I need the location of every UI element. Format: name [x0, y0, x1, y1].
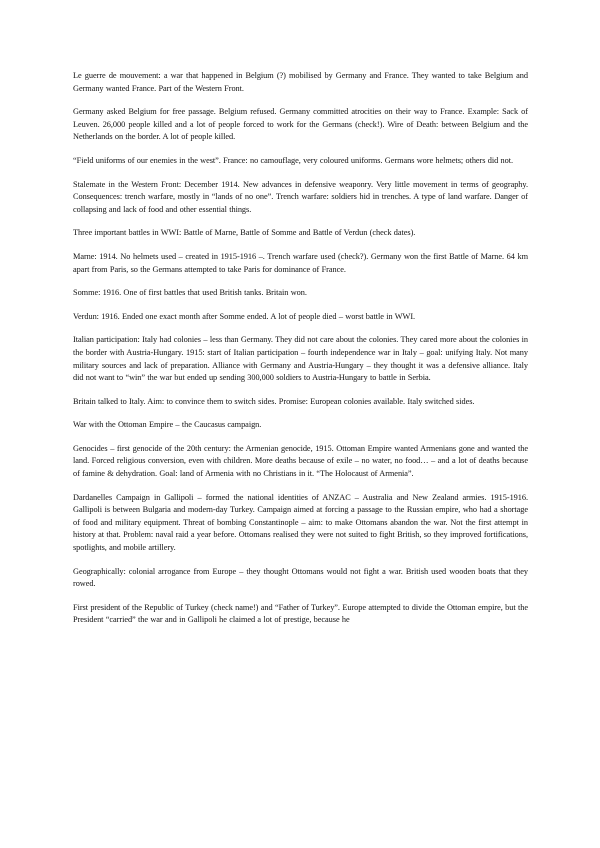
- paragraph-italian-participation: Italian participation: Italy had colonies – less than Germany. They did not care about the colonies. They cared more about the colonies in the border with Austria-Hungary. 1915: start of Italian participation – fourth independence war in Italy – goal: unifying Italy. Not many military sources and lack of preparation. Alliance with Germany and Austria-Hungary – they thought it was a defensive alliance. Italy did not want to “win” the war but ended up sending 300,000 soldiers to Austria-Hungary to battle in Serbia.: [73, 335, 528, 383]
- paragraph-ottoman-war: War with the Ottoman Empire – the Caucasus campaign.: [73, 420, 262, 430]
- paragraph-dardanelles: Dardanelles Campaign in Gallipoli – formed the national identities of ANZAC – Australia and New Zealand armies. 1915-1916. Gallipoli is between Bulgaria and modern-day Turkey. Campaign aimed at forcing a passage to the Russian empire, who had a shortage of food and military equipment. Threat of bombing Constantinople – aim: to make Ottomans abandon the war. Not the first attempt in history at that. Problem: naval raid a year before. Ottomans realised they were not suited to fight British, so they improved fortifications, spotlights, and mobile artillery.: [73, 492, 528, 553]
- paragraph-belgium-passage: Germany asked Belgium for free passage. Belgium refused. Germany committed atrocities on their way to France. Example: Sack of Leuven. 26,000 people killed and a lot of people forced to work for the Germans (check!). Wire of Death: between Belgium and the Netherlands on the border. A lot of people killed.: [73, 107, 528, 142]
- paragraph-marne: Marne: 1914. No helmets used – created in 1915-1916 –. Trench warfare used (check?). Germany won the first Battle of Marne. 64 km apart from Paris, so the Germans attempted to take Paris for dominance of France.: [73, 251, 528, 274]
- document-body: [73, 70, 528, 638]
- paragraph-field-uniforms: “Field uniforms of our enemies in the west”. France: no camouflage, very coloured uniforms. Germans wore helmets; others did not.: [73, 155, 514, 165]
- paragraph-britain-italy: Britain talked to Italy. Aim: to convince them to switch sides. Promise: European colonies available. Italy switched sides.: [73, 396, 475, 406]
- paragraph-genocides: Genocides – first genocide of the 20th century: the Armenian genocide, 1915. Ottoman Empire wanted Armenians gone and wanted the land. Forced religious conversion, even with children. More deaths because of exile – no water, no food… – and a lot of deaths because of famine & dehydration. Goal: land of Armenia with no Christians in it. “The Holocaust of Armenia”.: [73, 443, 528, 479]
- paragraph-geographically: Geographically: colonial arrogance from Europe – they thought Ottomans would not fight a war. British used wooden boats that they rowed.: [73, 566, 528, 589]
- paragraph-somme: Somme: 1916. One of first battles that used British tanks. Britain won.: [73, 288, 307, 298]
- paragraph-verdun: Verdun: 1916. Ended one exact month after Somme ended. A lot of people died – worst battle in WWI.: [73, 311, 416, 321]
- paragraph-three-battles: Three important battles in WWI: Battle of Marne, Battle of Somme and Battle of Verdun (check dates).: [73, 228, 416, 238]
- paragraph-stalemate: Stalemate in the Western Front: December 1914. New advances in defensive weaponry. Very little movement in terms of geography. Consequences: trench warfare, mostly in “lands of no one”. Trench warfare: soldiers hid in trenches. A type of land warfare. Danger of collapsing and lack of food and other essential things.: [73, 179, 528, 214]
- paragraph-first-president: First president of the Republic of Turkey (check name!) and “Father of Turkey”. Europe attempted to divide the Ottoman empire, but the President “carried” the war and in Gallipoli he claimed a lot of prestige, because he: [73, 602, 528, 625]
- paragraph-mouvement: Le guerre de mouvement: a war that happened in Belgium (?) mobilised by Germany and France. They wanted to take Belgium and Germany wanted France. Part of the Western Front.: [73, 71, 528, 93]
